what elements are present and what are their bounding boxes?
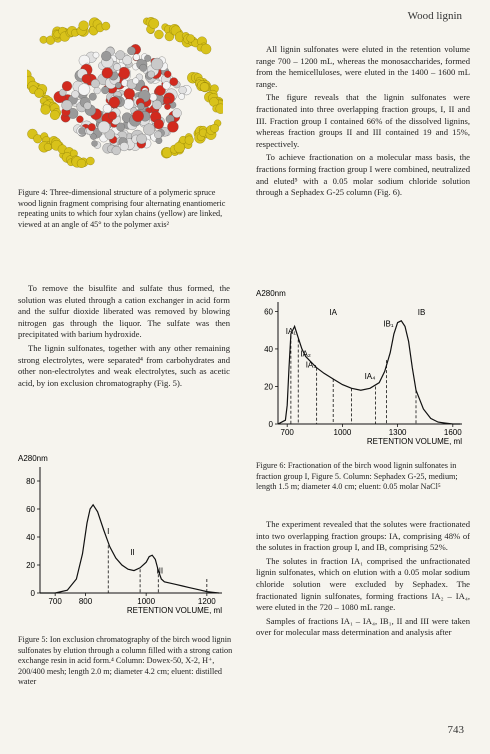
y-tick-label: 80 <box>26 477 35 486</box>
x-tick-label: 1600 <box>443 428 462 437</box>
paragraph: To achieve fractionation on a molecular mass basis, the fractions forming fraction group I were combined, neutralized and eluted⁵ with a 0.05 molar sodium chloride solution through a Sephadex G-25 column (Fig. 6). <box>256 152 470 198</box>
y-tick-label: 60 <box>264 307 273 317</box>
y-axis-label: A280nm <box>256 289 286 298</box>
fraction-label: I <box>107 527 110 537</box>
paragraph: The experiment revealed that the solutes were fractionated into two overlapping fraction groups: IA, comprising 48% of the solutes in fraction group I, and IB, comprising 52%. <box>256 519 470 553</box>
y-tick-label: 20 <box>264 382 273 392</box>
paragraph: The lignin sulfonates, together with any other remaining strong electrolytes, were separated⁴ from carbohydrates and other non-electrolytes and weak electrolytes, such as acetic acid, by ion exclusion chromatography (Fig. 5). <box>18 342 230 388</box>
paragraph: The figure reveals that the lignin sulfonates were fractionated into three overlapping fraction groups, I, II and III. Fraction group I contained 66% of the dissolved lignins, whereas fraction groups II and III contained 19 and 15%, respectively. <box>256 92 470 149</box>
x-tick-label: 1200 <box>197 597 216 606</box>
paragraph: To remove the bisulfite and sulfate thus formed, the solution was eluted through a cation exchanger in acid form and the sulfur dioxide liberated was removed by blowing nitrogen gas through the liquor. The sulfate was then precipitated with barium hydroxide. <box>18 283 230 340</box>
y-axis-label: A280nm <box>18 455 48 463</box>
y-tick-label: 0 <box>268 420 273 429</box>
figure-4-caption: Figure 4: Three-dimensional structure of a polymeric spruce wood lignin fragment comprising four alternating enantiomeric repeating units to which four xylan chains (yellow) are linked, viewed at an angle of 45° to the polymer axis² <box>18 188 226 229</box>
y-tick-label: 60 <box>26 505 35 514</box>
fraction-label: IA₂ <box>300 349 311 359</box>
x-tick-label: 700 <box>48 597 62 606</box>
right-column-text <box>256 44 470 201</box>
x-axis-label: RETENTION VOLUME, ml <box>126 606 222 615</box>
running-title: Wood lignin <box>407 10 462 22</box>
paragraph: All lignin sulfonates were eluted in the retention volume range 700 – 1200 mL, whereas the monosaccharides, formed from the hemicelluloses, were eluted in the 1400 – 1600 mL range. <box>256 44 470 89</box>
figure-5-caption: Figure 5: Ion exclusion chromatography of the birch wood lignin sulfonates by elution through a column filled with a strong cation exchange resin in acid form.⁴ Column: Dowex-50, X-2, H⁺, 200/400 mesh; length 2.0 m; diameter 4.2 cm; eluent: distilled water <box>18 635 233 687</box>
x-tick-label: 1300 <box>388 428 407 437</box>
page-number: 743 <box>447 724 464 736</box>
lignin-structure-image <box>27 16 223 178</box>
fraction-label: IA₄ <box>364 371 376 381</box>
x-tick-label: 800 <box>78 597 93 606</box>
fraction-label: IA <box>329 308 337 318</box>
fraction-label: III <box>156 566 164 576</box>
y-tick-label: 0 <box>30 589 35 598</box>
right-column-text-lower <box>256 519 470 641</box>
fraction-label: IA₁ <box>285 326 297 336</box>
y-tick-label: 20 <box>26 561 35 570</box>
y-tick-label: 40 <box>264 344 273 354</box>
y-tick-label: 40 <box>26 533 35 542</box>
paragraph: Samples of fractions IA₁ – IA₄, IB₁, II and III were taken over for molecular mass determination and analysis after <box>256 615 470 638</box>
figure-6-caption: Figure 6: Fractionation of the birch wood lignin sulfonates in fraction group I, Figure 5. Column: Sephadex G-25, medium; length 1.5 m; diameter 4.0 cm; eluent: 0.05 molar NaCl⁵ <box>256 461 458 492</box>
x-tick-label: 700 <box>280 428 294 437</box>
x-tick-label: 1000 <box>333 428 352 437</box>
figure-6-chart <box>252 288 474 456</box>
x-tick-label: 1000 <box>137 597 156 606</box>
paragraph: The solutes in fraction IA₁ comprised the unfractionated lignin sulfonates, which on elution with a 0.05 molar sodium chloride solution were excluded by Sephadex. The fractionated lignin sulfonates, forming fractions IA₂ – IA₄, were eluted in the 720 – 1080 mL range. <box>256 555 470 613</box>
fraction-label: IA₃ <box>305 360 317 370</box>
figure-5-chart <box>14 455 236 625</box>
fraction-label: IB₁ <box>383 319 394 329</box>
x-axis-label: RETENTION VOLUME, ml <box>366 437 462 446</box>
fraction-label: II <box>130 548 135 558</box>
left-column-text <box>18 283 230 391</box>
fraction-label: IB <box>417 308 426 318</box>
